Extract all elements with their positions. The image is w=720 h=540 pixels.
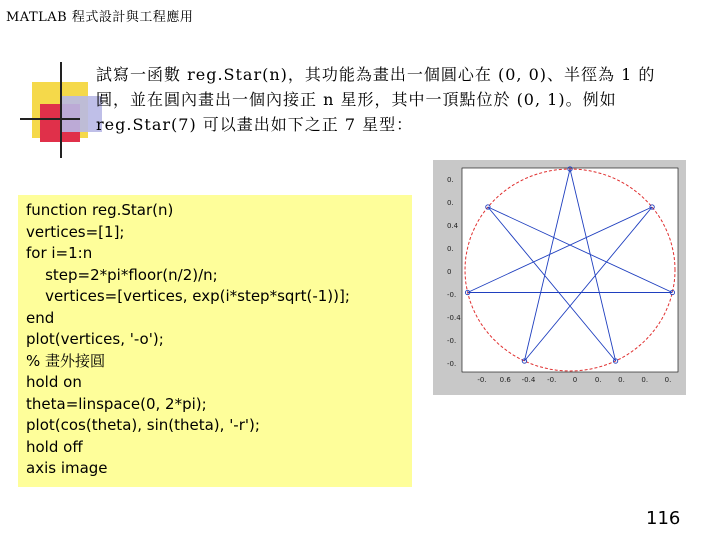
logo-vertical-line <box>60 62 62 158</box>
y-tick-label: 0 <box>447 268 452 276</box>
intro-line: reg.Star(7) 可以畫出如下之正 7 星型： <box>96 115 414 134</box>
x-tick-label: 0. <box>594 376 602 384</box>
x-tick-label: -0. <box>477 376 487 384</box>
plot-canvas <box>433 160 686 395</box>
intro-line: 圓，並在圓內畫出一個內接正 n 星形，其中一頂點位於 (0, 1)。例如 <box>96 90 617 109</box>
code-line: hold off <box>26 437 83 456</box>
y-tick-label: 0. <box>447 199 454 207</box>
code-line: hold on <box>26 373 82 391</box>
code-line: theta=linspace(0, 2*pi); <box>26 394 207 413</box>
y-tick-label: 0. <box>447 176 454 184</box>
code-line: plot(vertices, '-o'); <box>26 330 164 348</box>
x-tick-label: 0. <box>641 376 649 384</box>
code-line: end <box>26 308 55 327</box>
x-tick-label: -0. <box>547 376 557 384</box>
code-line: vertices=[1]; <box>26 222 125 241</box>
code-line: step=2*pi*floor(n/2)/n; <box>26 265 218 284</box>
plot-axes-box <box>462 168 678 372</box>
problem-statement <box>96 62 696 137</box>
slide-header: MATLAB 程式設計與工程應用 <box>6 10 194 25</box>
star-plot <box>433 160 686 395</box>
code-line: % 畫外接圓 <box>26 351 106 370</box>
page-number: 116 <box>646 508 681 529</box>
code-line: plot(cos(theta), sin(theta), '-r'); <box>26 416 260 434</box>
x-tick-label: 0.6 <box>499 376 511 384</box>
x-tick-label: -0.4 <box>521 376 536 384</box>
logo-horizontal-line <box>20 118 80 120</box>
y-tick-label: -0. <box>447 337 457 345</box>
y-tick-label: 0.4 <box>447 222 459 230</box>
y-tick-label: -0.4 <box>447 314 461 322</box>
x-tick-label: 0 <box>572 376 578 384</box>
x-tick-label: 0. <box>618 376 625 384</box>
code-line: function reg.Star(n) <box>26 201 174 219</box>
y-tick-label: 0. <box>447 245 454 253</box>
code-block <box>18 195 412 487</box>
y-tick-label: -0. <box>447 360 457 368</box>
code-line: vertices=[vertices, exp(i*step*sqrt(-1))]; <box>26 287 350 305</box>
intro-line: 試寫一函數 reg.Star(n)，其功能為畫出一個圓心在 (0, 0)、半徑為 1 的 <box>96 65 656 84</box>
code-line: for i=1:n <box>26 244 93 262</box>
code-line: axis image <box>26 459 108 477</box>
x-tick-label: 0. <box>664 376 672 384</box>
y-tick-label: -0. <box>447 291 457 299</box>
